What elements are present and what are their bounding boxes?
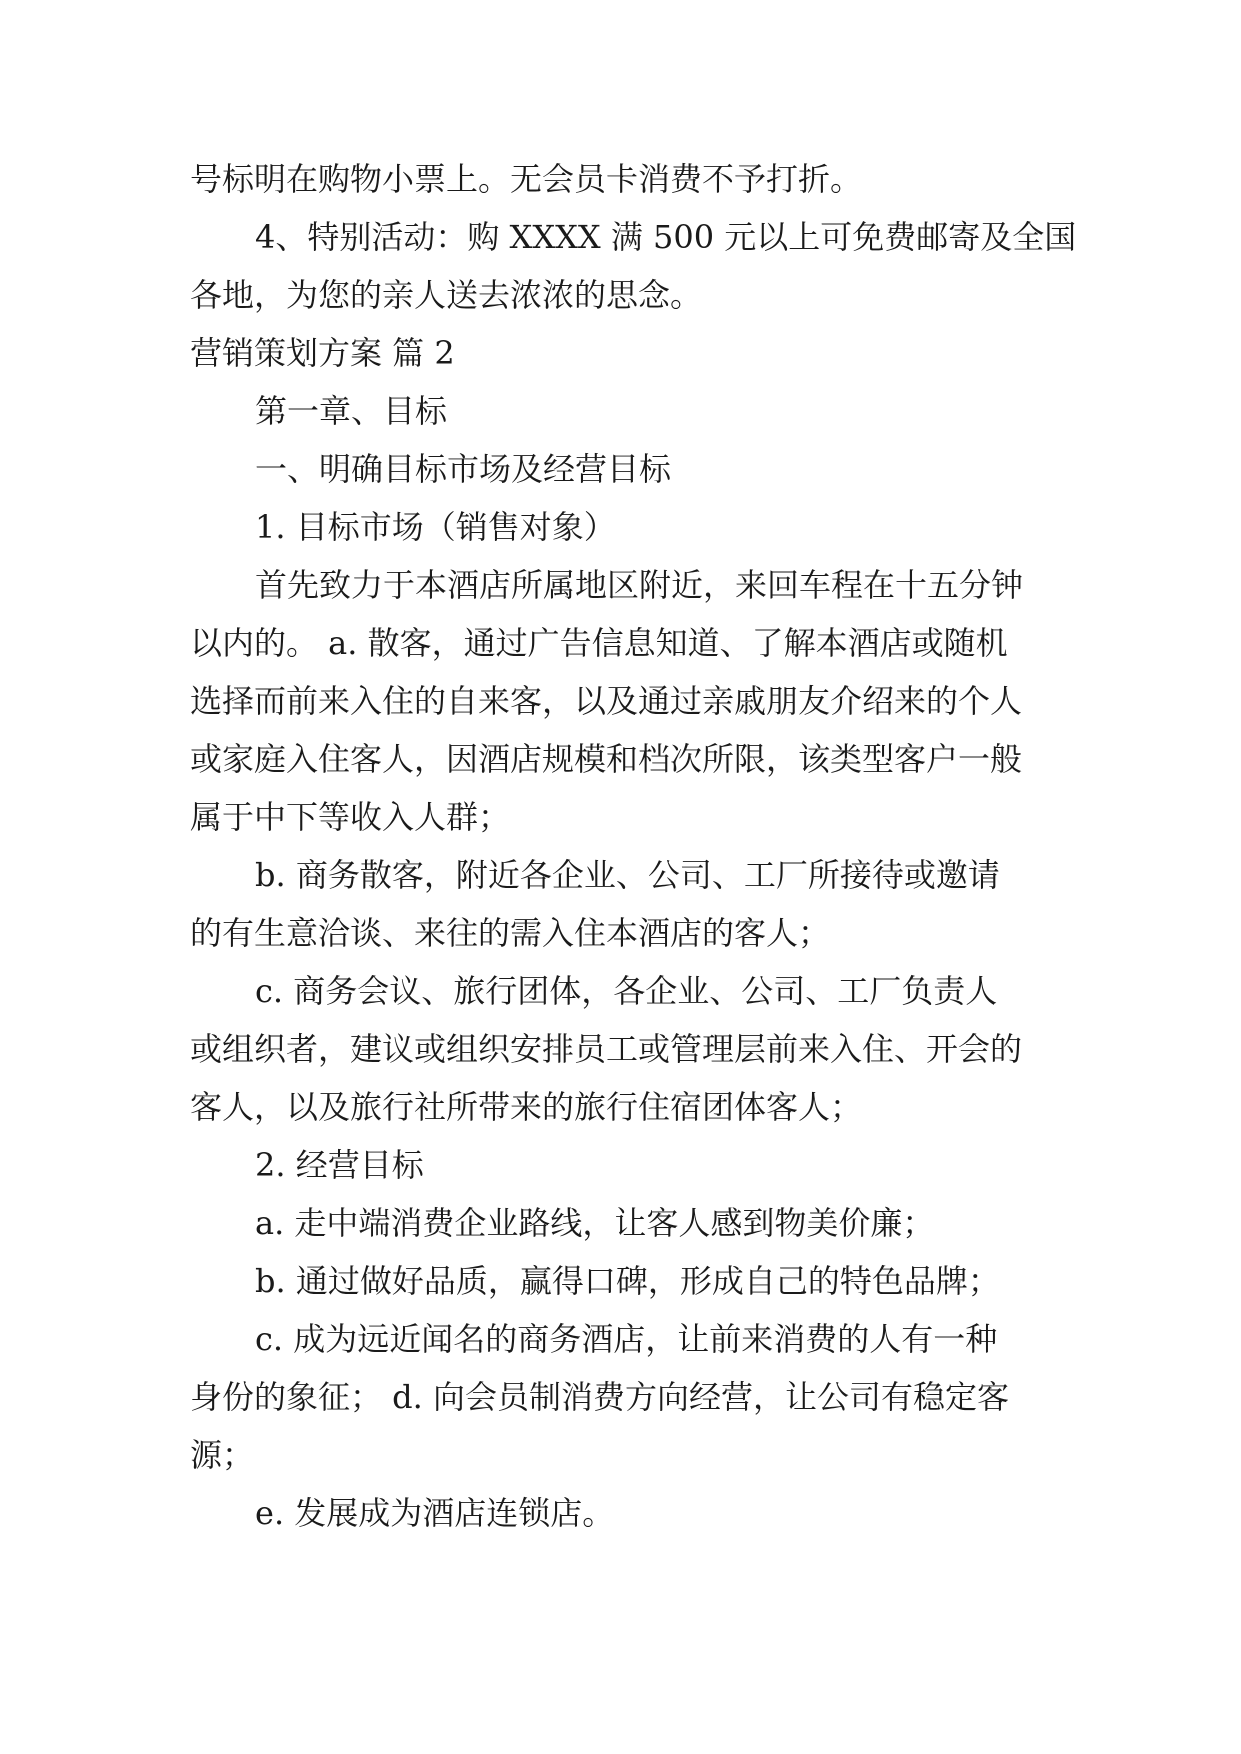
list-item: c. 成为远近闻名的商务酒店，让前来消费的人有一种 [255, 1320, 998, 1358]
paragraph-line: b. 商务散客，附近各企业、公司、工厂所接待或邀请 [255, 856, 1000, 894]
paragraph-line: 客人，以及旅行社所带来的旅行住宿团体客人； [190, 1088, 863, 1126]
item-heading: 2. 经营目标 [255, 1146, 424, 1184]
paragraph-line: 或组织者，建议或组织安排员工或管理层前来入住、开会的 [190, 1030, 1023, 1068]
subsection-heading: 一、明确目标市场及经营目标 [255, 450, 672, 488]
paragraph-line: 的有生意洽谈、来往的需入住本酒店的客人； [190, 914, 831, 952]
list-item: a. 走中端消费企业路线，让客人感到物美价廉； [255, 1204, 935, 1242]
paragraph-line: 号标明在购物小票上。无会员卡消费不予打折。 [190, 160, 863, 198]
paragraph-line: 4、特别活动：购 XXXX 满 500 元以上可免费邮寄及全国 [255, 218, 1077, 256]
document-body [190, 150, 1077, 1542]
list-item: 源； [190, 1436, 255, 1474]
item-heading: 1. 目标市场（销售对象） [255, 508, 616, 546]
list-item: e. 发展成为酒店连锁店。 [255, 1494, 615, 1532]
list-item: 身份的象征； d. 向会员制消费方向经营，让公司有稳定客 [190, 1378, 1010, 1416]
paragraph-line: 以内的。 a. 散客，通过广告信息知道、了解本酒店或随机 [190, 624, 1008, 662]
paragraph-line: 选择而前来入住的自来客，以及通过亲戚朋友介绍来的个人 [190, 682, 1023, 720]
paragraph-line: 属于中下等收入人群； [190, 798, 511, 836]
paragraph-line: 首先致力于本酒店所属地区附近，来回车程在十五分钟 [255, 566, 1024, 604]
section-heading: 营销策划方案 篇 2 [190, 334, 455, 372]
paragraph-line: 或家庭入住客人，因酒店规模和档次所限，该类型客户一般 [190, 740, 1023, 778]
paragraph-line: 各地，为您的亲人送去浓浓的思念。 [190, 276, 703, 314]
paragraph-line: c. 商务会议、旅行团体，各企业、公司、工厂负责人 [255, 972, 998, 1010]
chapter-heading: 第一章、目标 [255, 392, 448, 430]
list-item: b. 通过做好品质，赢得口碑，形成自己的特色品牌； [255, 1262, 1000, 1300]
